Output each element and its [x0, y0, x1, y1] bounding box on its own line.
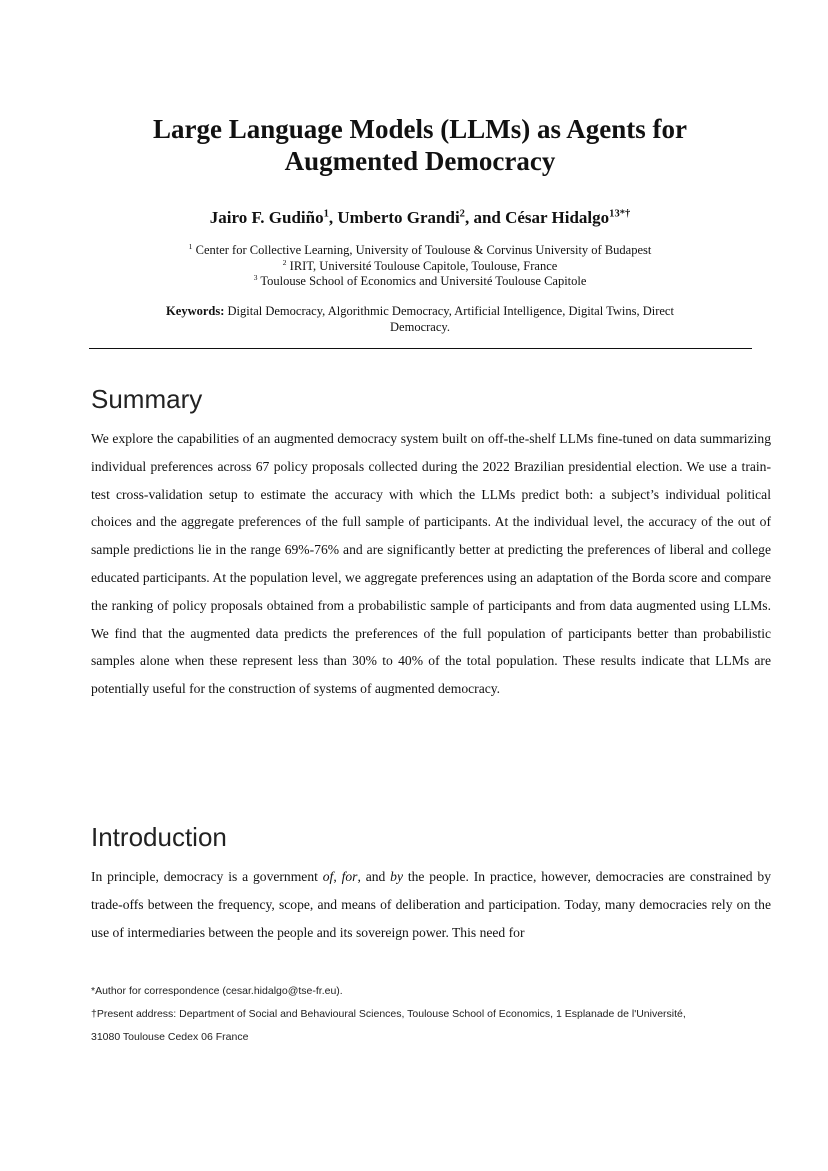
introduction-heading: Introduction — [91, 822, 227, 852]
affiliation-number: 3 — [253, 272, 258, 282]
author-separator: , — [328, 208, 338, 227]
intro-text: , and — [357, 869, 391, 884]
affiliation-line — [100, 274, 740, 290]
affiliation-number: 2 — [282, 257, 287, 267]
header-divider — [89, 348, 752, 349]
intro-emphasis: by — [390, 869, 404, 884]
author-name: César Hidalgo — [505, 208, 610, 227]
intro-text: In principle, democracy is a government — [91, 869, 323, 884]
author-affiliation-marker: 1 — [323, 208, 329, 220]
affiliation-text: IRIT, Université Toulouse Capitole, Toulouse, France — [286, 258, 558, 273]
author-affiliation-marker: 2 — [459, 208, 465, 220]
author-affiliation-marker: 13*† — [609, 208, 631, 220]
intro-emphasis: of — [322, 869, 334, 884]
affiliation-line — [100, 259, 740, 275]
author-list — [100, 208, 740, 228]
affiliation-list — [100, 243, 740, 290]
intro-text: , — [333, 869, 342, 884]
footnote-correspondence: *Author for correspondence (cesar.hidalgo@tse-fr.eu). — [91, 985, 343, 997]
intro-text: the people. In practice, however, democracies are constrained by trade-offs between the frequency, scope, and means of deliberation and participation. Today, many democracies rely on the use of intermediaries between the people and its sovereign power. This need for — [91, 869, 771, 940]
affiliation-line — [100, 243, 740, 259]
paper-title — [100, 113, 740, 177]
affiliation-text: Toulouse School of Economics and Université Toulouse Capitole — [257, 274, 587, 288]
keywords-label: Keywords: — [166, 304, 225, 318]
author-name: Jairo F. Gudiño — [209, 208, 324, 227]
affiliation-text: Center for Collective Learning, University of Toulouse & Corvinus University of Budapest — [192, 243, 652, 257]
summary-heading: Summary — [91, 384, 203, 414]
keywords-text: Digital Democracy, Algorithmic Democracy, Artificial Intelligence, Digital Twins, Direct Democracy. — [224, 304, 674, 334]
intro-emphasis: for — [341, 869, 358, 884]
author-separator: , and — [464, 208, 506, 227]
author-name: Umberto Grandi — [337, 208, 460, 227]
introduction-paragraph — [91, 863, 771, 946]
keywords — [145, 304, 695, 335]
paper-title-line-2: Augmented Democracy — [284, 146, 556, 176]
footnote-present-address-cont: 31080 Toulouse Cedex 06 France — [91, 1031, 249, 1043]
summary-paragraph: We explore the capabilities of an augmented democracy system built on off-the-shelf LLMs fine-tuned on data summarizing individual preferences across 67 policy proposals collected during the 2022 Brazilian presidential election. We use a train-test cross-validation setup to estimate the accuracy with which the LLMs predict both: a subject’s individual political choices and the aggregate preferences of the full sample of participants. At the individual level, the accuracy of the out of sample predictions lie in the range 69%-76% and are significantly better at predicting the preferences of liberal and college educated participants. At the population level, we aggregate preferences using an adaptation of the Borda score and compare the ranking of policy proposals obtained from a probabilistic sample of participants and from data augmented using LLMs. We find that the augmented data predicts the preferences of the full population of participants better than probabilistic samples alone when these represent less than 30% to 40% of the total population. These results indicate that LLMs are potentially useful for the construction of systems of augmented democracy. — [91, 431, 771, 697]
footnotes — [91, 980, 771, 1049]
paper-title-line-1: Large Language Models (LLMs) as Agents for — [153, 114, 687, 144]
footnote-present-address: †Present address: Department of Social and Behavioural Sciences, Toulouse School of Economics, 1 Esplanade de l'Université, — [91, 1008, 686, 1020]
affiliation-number: 1 — [188, 241, 193, 251]
